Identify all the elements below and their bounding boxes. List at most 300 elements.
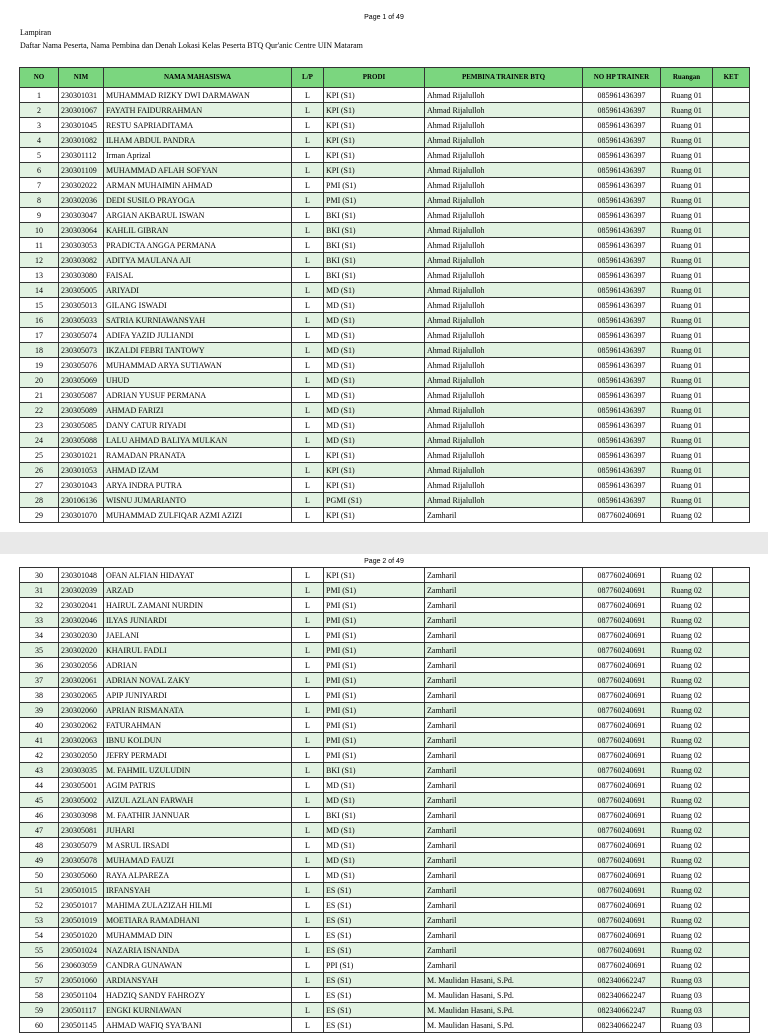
gender-cell: L bbox=[292, 388, 324, 403]
prodi-cell: BKI (S1) bbox=[324, 808, 425, 823]
nim-cell: 230302041 bbox=[59, 598, 104, 613]
room-cell: Ruang 02 bbox=[661, 793, 713, 808]
nim-cell: 230305085 bbox=[59, 418, 104, 433]
prodi-cell: PPI (S1) bbox=[324, 958, 425, 973]
trainer-phone-cell: 085961436397 bbox=[583, 253, 661, 268]
room-cell: Ruang 01 bbox=[661, 133, 713, 148]
prodi-cell: ES (S1) bbox=[324, 913, 425, 928]
note-cell bbox=[713, 868, 750, 883]
gender-cell: L bbox=[292, 493, 324, 508]
trainer-phone-cell: 087760240691 bbox=[583, 613, 661, 628]
row-number: 26 bbox=[20, 463, 59, 478]
student-name-cell: AHMAD WAFIQ SYA'BANI bbox=[104, 1018, 292, 1033]
note-cell bbox=[713, 943, 750, 958]
student-name-cell: KAHLIL GIBRAN bbox=[104, 223, 292, 238]
prodi-cell: PMI (S1) bbox=[324, 703, 425, 718]
room-cell: Ruang 01 bbox=[661, 328, 713, 343]
table-row bbox=[20, 898, 750, 913]
prodi-cell: MD (S1) bbox=[324, 403, 425, 418]
room-cell: Ruang 01 bbox=[661, 448, 713, 463]
trainer-phone-cell: 085961436397 bbox=[583, 178, 661, 193]
row-number: 35 bbox=[20, 643, 59, 658]
row-number: 11 bbox=[20, 238, 59, 253]
student-name-cell: JAELANI bbox=[104, 628, 292, 643]
page-number: Page 2 of 49 bbox=[364, 558, 404, 565]
room-cell: Ruang 02 bbox=[661, 958, 713, 973]
row-number: 21 bbox=[20, 388, 59, 403]
nim-cell: 230302050 bbox=[59, 748, 104, 763]
note-cell bbox=[713, 148, 750, 163]
trainer-phone-cell: 085961436397 bbox=[583, 433, 661, 448]
trainer-cell: Ahmad Rijalulloh bbox=[425, 463, 583, 478]
table-row bbox=[20, 643, 750, 658]
trainer-phone-cell: 087760240691 bbox=[583, 628, 661, 643]
trainer-cell: Zamharil bbox=[425, 853, 583, 868]
student-name-cell: M. FAATHIR JANNUAR bbox=[104, 808, 292, 823]
row-number: 37 bbox=[20, 673, 59, 688]
row-number: 4 bbox=[20, 133, 59, 148]
trainer-cell: Ahmad Rijalulloh bbox=[425, 118, 583, 133]
gender-cell: L bbox=[292, 973, 324, 988]
gender-cell: L bbox=[292, 808, 324, 823]
table-row bbox=[20, 133, 750, 148]
gender-cell: L bbox=[292, 778, 324, 793]
nim-cell: 230301109 bbox=[59, 163, 104, 178]
room-cell: Ruang 01 bbox=[661, 208, 713, 223]
row-number: 15 bbox=[20, 298, 59, 313]
gender-cell: L bbox=[292, 643, 324, 658]
room-cell: Ruang 01 bbox=[661, 103, 713, 118]
gender-cell: L bbox=[292, 583, 324, 598]
nim-cell: 230305013 bbox=[59, 298, 104, 313]
nim-cell: 230603059 bbox=[59, 958, 104, 973]
table-row bbox=[20, 238, 750, 253]
gender-cell: L bbox=[292, 748, 324, 763]
row-number: 17 bbox=[20, 328, 59, 343]
gender-cell: L bbox=[292, 793, 324, 808]
nim-cell: 230501015 bbox=[59, 883, 104, 898]
trainer-phone-cell: 087760240691 bbox=[583, 568, 661, 583]
nim-cell: 230301048 bbox=[59, 568, 104, 583]
trainer-phone-cell: 085961436397 bbox=[583, 448, 661, 463]
trainer-phone-cell: 087760240691 bbox=[583, 748, 661, 763]
trainer-cell: Zamharil bbox=[425, 793, 583, 808]
prodi-cell: MD (S1) bbox=[324, 823, 425, 838]
trainer-cell: Ahmad Rijalulloh bbox=[425, 253, 583, 268]
room-cell: Ruang 01 bbox=[661, 268, 713, 283]
table-row bbox=[20, 598, 750, 613]
trainer-phone-cell: 085961436397 bbox=[583, 103, 661, 118]
gender-cell: L bbox=[292, 148, 324, 163]
trainer-phone-cell: 085961436397 bbox=[583, 223, 661, 238]
prodi-cell: MD (S1) bbox=[324, 838, 425, 853]
row-number: 24 bbox=[20, 433, 59, 448]
nim-cell: 230501060 bbox=[59, 973, 104, 988]
trainer-phone-cell: 087760240691 bbox=[583, 823, 661, 838]
column-header: NAMA MAHASISWA bbox=[104, 68, 292, 88]
row-number: 1 bbox=[20, 88, 59, 103]
table-row bbox=[20, 103, 750, 118]
row-number: 19 bbox=[20, 358, 59, 373]
room-cell: Ruang 02 bbox=[661, 913, 713, 928]
nim-cell: 230305089 bbox=[59, 403, 104, 418]
note-cell bbox=[713, 298, 750, 313]
note-cell bbox=[713, 703, 750, 718]
trainer-cell: Zamharil bbox=[425, 748, 583, 763]
trainer-phone-cell: 085961436397 bbox=[583, 208, 661, 223]
trainer-phone-cell: 087760240691 bbox=[583, 913, 661, 928]
prodi-cell: ES (S1) bbox=[324, 988, 425, 1003]
table-row bbox=[20, 358, 750, 373]
nim-cell: 230302036 bbox=[59, 193, 104, 208]
trainer-cell: Zamharil bbox=[425, 628, 583, 643]
note-cell bbox=[713, 913, 750, 928]
trainer-cell: Ahmad Rijalulloh bbox=[425, 478, 583, 493]
prodi-cell: PMI (S1) bbox=[324, 718, 425, 733]
trainer-phone-cell: 085961436397 bbox=[583, 133, 661, 148]
trainer-cell: Ahmad Rijalulloh bbox=[425, 268, 583, 283]
room-cell: Ruang 03 bbox=[661, 1018, 713, 1033]
room-cell: Ruang 02 bbox=[661, 733, 713, 748]
nim-cell: 230303082 bbox=[59, 253, 104, 268]
gender-cell: L bbox=[292, 178, 324, 193]
gender-cell: L bbox=[292, 823, 324, 838]
room-cell: Ruang 02 bbox=[661, 943, 713, 958]
note-cell bbox=[713, 238, 750, 253]
nim-cell: 230305033 bbox=[59, 313, 104, 328]
student-name-cell: ARGIAN AKBARUL ISWAN bbox=[104, 208, 292, 223]
trainer-phone-cell: 085961436397 bbox=[583, 193, 661, 208]
note-cell bbox=[713, 793, 750, 808]
gender-cell: L bbox=[292, 763, 324, 778]
nim-cell: 230305002 bbox=[59, 793, 104, 808]
trainer-cell: Ahmad Rijalulloh bbox=[425, 418, 583, 433]
room-cell: Ruang 01 bbox=[661, 478, 713, 493]
table-row bbox=[20, 838, 750, 853]
trainer-cell: Ahmad Rijalulloh bbox=[425, 313, 583, 328]
trainer-phone-cell: 087760240691 bbox=[583, 508, 661, 523]
prodi-cell: PMI (S1) bbox=[324, 733, 425, 748]
row-number: 34 bbox=[20, 628, 59, 643]
prodi-cell: BKI (S1) bbox=[324, 763, 425, 778]
gender-cell: L bbox=[292, 448, 324, 463]
row-number: 31 bbox=[20, 583, 59, 598]
gender-cell: L bbox=[292, 988, 324, 1003]
trainer-cell: Zamharil bbox=[425, 733, 583, 748]
room-cell: Ruang 01 bbox=[661, 193, 713, 208]
student-name-cell: MUHAMAD FAUZI bbox=[104, 853, 292, 868]
trainer-cell: Ahmad Rijalulloh bbox=[425, 178, 583, 193]
gender-cell: L bbox=[292, 88, 324, 103]
room-cell: Ruang 02 bbox=[661, 778, 713, 793]
room-cell: Ruang 03 bbox=[661, 1003, 713, 1018]
prodi-cell: PMI (S1) bbox=[324, 193, 425, 208]
table-row bbox=[20, 178, 750, 193]
gender-cell: L bbox=[292, 733, 324, 748]
trainer-cell: Zamharil bbox=[425, 928, 583, 943]
row-number: 44 bbox=[20, 778, 59, 793]
prodi-cell: MD (S1) bbox=[324, 433, 425, 448]
nim-cell: 230501145 bbox=[59, 1018, 104, 1033]
prodi-cell: MD (S1) bbox=[324, 298, 425, 313]
room-cell: Ruang 02 bbox=[661, 823, 713, 838]
student-name-cell: M. FAHMIL UZULUDIN bbox=[104, 763, 292, 778]
gender-cell: L bbox=[292, 358, 324, 373]
gender-cell: L bbox=[292, 508, 324, 523]
prodi-cell: MD (S1) bbox=[324, 313, 425, 328]
gender-cell: L bbox=[292, 208, 324, 223]
trainer-cell: Ahmad Rijalulloh bbox=[425, 328, 583, 343]
gender-cell: L bbox=[292, 1018, 324, 1033]
trainer-cell: Ahmad Rijalulloh bbox=[425, 373, 583, 388]
trainer-cell: Ahmad Rijalulloh bbox=[425, 88, 583, 103]
trainer-phone-cell: 085961436397 bbox=[583, 118, 661, 133]
trainer-phone-cell: 085961436397 bbox=[583, 373, 661, 388]
trainer-cell: Ahmad Rijalulloh bbox=[425, 148, 583, 163]
table-row bbox=[20, 298, 750, 313]
row-number: 36 bbox=[20, 658, 59, 673]
student-name-cell: FAISAL bbox=[104, 268, 292, 283]
note-cell bbox=[713, 673, 750, 688]
nim-cell: 230301067 bbox=[59, 103, 104, 118]
trainer-cell: Zamharil bbox=[425, 658, 583, 673]
nim-cell: 230303053 bbox=[59, 238, 104, 253]
trainer-cell: Ahmad Rijalulloh bbox=[425, 193, 583, 208]
table-row bbox=[20, 583, 750, 598]
trainer-phone-cell: 085961436397 bbox=[583, 478, 661, 493]
prodi-cell: PMI (S1) bbox=[324, 628, 425, 643]
nim-cell: 230303080 bbox=[59, 268, 104, 283]
row-number: 16 bbox=[20, 313, 59, 328]
nim-cell: 230302062 bbox=[59, 718, 104, 733]
prodi-cell: PMI (S1) bbox=[324, 643, 425, 658]
row-number: 49 bbox=[20, 853, 59, 868]
gender-cell: L bbox=[292, 673, 324, 688]
student-name-cell: FAYATH FAIDURRAHMAN bbox=[104, 103, 292, 118]
trainer-phone-cell: 087760240691 bbox=[583, 763, 661, 778]
gender-cell: L bbox=[292, 253, 324, 268]
trainer-cell: Zamharil bbox=[425, 778, 583, 793]
note-cell bbox=[713, 223, 750, 238]
nim-cell: 230305081 bbox=[59, 823, 104, 838]
column-header: NIM bbox=[59, 68, 104, 88]
table-row bbox=[20, 373, 750, 388]
row-number: 54 bbox=[20, 928, 59, 943]
student-name-cell: ILHAM ABDUL PANDRA bbox=[104, 133, 292, 148]
student-name-cell: MUHAMMAD DIN bbox=[104, 928, 292, 943]
row-number: 13 bbox=[20, 268, 59, 283]
column-header: PEMBINA TRAINER BTQ bbox=[425, 68, 583, 88]
student-name-cell: AIZUL AZLAN FARWAH bbox=[104, 793, 292, 808]
prodi-cell: PMI (S1) bbox=[324, 688, 425, 703]
trainer-phone-cell: 087760240691 bbox=[583, 778, 661, 793]
room-cell: Ruang 02 bbox=[661, 763, 713, 778]
note-cell bbox=[713, 733, 750, 748]
room-cell: Ruang 02 bbox=[661, 568, 713, 583]
note-cell bbox=[713, 688, 750, 703]
student-name-cell: KHAIRUL FADLI bbox=[104, 643, 292, 658]
trainer-phone-cell: 087760240691 bbox=[583, 598, 661, 613]
trainer-phone-cell: 085961436397 bbox=[583, 388, 661, 403]
room-cell: Ruang 01 bbox=[661, 298, 713, 313]
trainer-cell: Ahmad Rijalulloh bbox=[425, 223, 583, 238]
row-number: 27 bbox=[20, 478, 59, 493]
student-name-cell: ADITYA MAULANA AJI bbox=[104, 253, 292, 268]
table-row bbox=[20, 193, 750, 208]
note-cell bbox=[713, 808, 750, 823]
room-cell: Ruang 02 bbox=[661, 658, 713, 673]
note-cell bbox=[713, 928, 750, 943]
trainer-phone-cell: 087760240691 bbox=[583, 868, 661, 883]
trainer-cell: Zamharil bbox=[425, 763, 583, 778]
gender-cell: L bbox=[292, 478, 324, 493]
prodi-cell: MD (S1) bbox=[324, 868, 425, 883]
row-number: 53 bbox=[20, 913, 59, 928]
trainer-phone-cell: 085961436397 bbox=[583, 463, 661, 478]
nim-cell: 230303047 bbox=[59, 208, 104, 223]
nim-cell: 230301112 bbox=[59, 148, 104, 163]
table-row bbox=[20, 613, 750, 628]
prodi-cell: ES (S1) bbox=[324, 943, 425, 958]
trainer-cell: Zamharil bbox=[425, 598, 583, 613]
gender-cell: L bbox=[292, 343, 324, 358]
table-row bbox=[20, 508, 750, 523]
trainer-phone-cell: 087760240691 bbox=[583, 733, 661, 748]
note-cell bbox=[713, 133, 750, 148]
note-cell bbox=[713, 748, 750, 763]
note-cell bbox=[713, 598, 750, 613]
table-row bbox=[20, 148, 750, 163]
note-cell bbox=[713, 328, 750, 343]
gender-cell: L bbox=[292, 403, 324, 418]
row-number: 45 bbox=[20, 793, 59, 808]
row-number: 52 bbox=[20, 898, 59, 913]
trainer-cell: Ahmad Rijalulloh bbox=[425, 343, 583, 358]
trainer-phone-cell: 087760240691 bbox=[583, 958, 661, 973]
room-cell: Ruang 02 bbox=[661, 898, 713, 913]
gender-cell: L bbox=[292, 703, 324, 718]
student-name-cell: HADZIQ SANDY FAHROZY bbox=[104, 988, 292, 1003]
nim-cell: 230301070 bbox=[59, 508, 104, 523]
trainer-phone-cell: 087760240691 bbox=[583, 898, 661, 913]
table-header-row bbox=[20, 68, 750, 88]
trainer-cell: M. Maulidan Hasani, S.Pd. bbox=[425, 973, 583, 988]
student-name-cell: CANDRA GUNAWAN bbox=[104, 958, 292, 973]
note-cell bbox=[713, 208, 750, 223]
room-cell: Ruang 01 bbox=[661, 178, 713, 193]
table-row bbox=[20, 493, 750, 508]
prodi-cell: KPI (S1) bbox=[324, 448, 425, 463]
note-cell bbox=[713, 778, 750, 793]
note-cell bbox=[713, 763, 750, 778]
gender-cell: L bbox=[292, 928, 324, 943]
table-row bbox=[20, 448, 750, 463]
gender-cell: L bbox=[292, 328, 324, 343]
trainer-cell: Zamharil bbox=[425, 823, 583, 838]
trainer-phone-cell: 087760240691 bbox=[583, 793, 661, 808]
room-cell: Ruang 02 bbox=[661, 703, 713, 718]
prodi-cell: ES (S1) bbox=[324, 973, 425, 988]
room-cell: Ruang 02 bbox=[661, 718, 713, 733]
row-number: 25 bbox=[20, 448, 59, 463]
page-gap bbox=[0, 532, 768, 554]
row-number: 20 bbox=[20, 373, 59, 388]
header-line-2: Daftar Nama Peserta, Nama Pembina dan Denah Lokasi Kelas Peserta BTQ Qur'anic Centre UIN Mataram bbox=[20, 41, 363, 50]
student-name-cell: AGIM PATRIS bbox=[104, 778, 292, 793]
row-number: 58 bbox=[20, 988, 59, 1003]
room-cell: Ruang 01 bbox=[661, 418, 713, 433]
room-cell: Ruang 03 bbox=[661, 988, 713, 1003]
gender-cell: L bbox=[292, 913, 324, 928]
note-cell bbox=[713, 358, 750, 373]
room-cell: Ruang 01 bbox=[661, 358, 713, 373]
note-cell bbox=[713, 313, 750, 328]
student-name-cell: ADRIAN NOVAL ZAKY bbox=[104, 673, 292, 688]
student-name-cell: IRFANSYAH bbox=[104, 883, 292, 898]
note-cell bbox=[713, 448, 750, 463]
student-name-cell: GILANG ISWADI bbox=[104, 298, 292, 313]
column-header: L/P bbox=[292, 68, 324, 88]
table-row bbox=[20, 568, 750, 583]
prodi-cell: MD (S1) bbox=[324, 793, 425, 808]
nim-cell: 230305005 bbox=[59, 283, 104, 298]
trainer-phone-cell: 085961436397 bbox=[583, 238, 661, 253]
nim-cell: 230305079 bbox=[59, 838, 104, 853]
room-cell: Ruang 01 bbox=[661, 283, 713, 298]
row-number: 38 bbox=[20, 688, 59, 703]
nim-cell: 230302056 bbox=[59, 658, 104, 673]
note-cell bbox=[713, 163, 750, 178]
student-name-cell: JEFRY PERMADI bbox=[104, 748, 292, 763]
room-cell: Ruang 02 bbox=[661, 613, 713, 628]
note-cell bbox=[713, 478, 750, 493]
trainer-cell: Ahmad Rijalulloh bbox=[425, 238, 583, 253]
trainer-phone-cell: 082340662247 bbox=[583, 1003, 661, 1018]
student-name-cell: UHUD bbox=[104, 373, 292, 388]
gender-cell: L bbox=[292, 598, 324, 613]
table-row bbox=[20, 88, 750, 103]
student-name-cell: ILYAS JUNIARDI bbox=[104, 613, 292, 628]
prodi-cell: KPI (S1) bbox=[324, 478, 425, 493]
room-cell: Ruang 02 bbox=[661, 688, 713, 703]
row-number: 59 bbox=[20, 1003, 59, 1018]
trainer-cell: Ahmad Rijalulloh bbox=[425, 103, 583, 118]
student-name-cell: ARMAN MUHAIMIN AHMAD bbox=[104, 178, 292, 193]
student-name-cell: ADIFA YAZID JULIANDI bbox=[104, 328, 292, 343]
prodi-cell: PGMI (S1) bbox=[324, 493, 425, 508]
room-cell: Ruang 01 bbox=[661, 148, 713, 163]
gender-cell: L bbox=[292, 568, 324, 583]
nim-cell: 230302022 bbox=[59, 178, 104, 193]
row-number: 22 bbox=[20, 403, 59, 418]
row-number: 8 bbox=[20, 193, 59, 208]
student-name-cell: ENGKI KURNIAWAN bbox=[104, 1003, 292, 1018]
trainer-cell: Ahmad Rijalulloh bbox=[425, 163, 583, 178]
room-cell: Ruang 01 bbox=[661, 343, 713, 358]
prodi-cell: PMI (S1) bbox=[324, 178, 425, 193]
student-name-cell: DANY CATUR RIYADI bbox=[104, 418, 292, 433]
room-cell: Ruang 01 bbox=[661, 493, 713, 508]
gender-cell: L bbox=[292, 193, 324, 208]
student-name-cell: JUHARI bbox=[104, 823, 292, 838]
room-cell: Ruang 01 bbox=[661, 433, 713, 448]
room-cell: Ruang 02 bbox=[661, 583, 713, 598]
table-row bbox=[20, 868, 750, 883]
student-name-cell: MUHAMMAD ARYA SUTIAWAN bbox=[104, 358, 292, 373]
room-cell: Ruang 02 bbox=[661, 808, 713, 823]
row-number: 5 bbox=[20, 148, 59, 163]
room-cell: Ruang 02 bbox=[661, 853, 713, 868]
